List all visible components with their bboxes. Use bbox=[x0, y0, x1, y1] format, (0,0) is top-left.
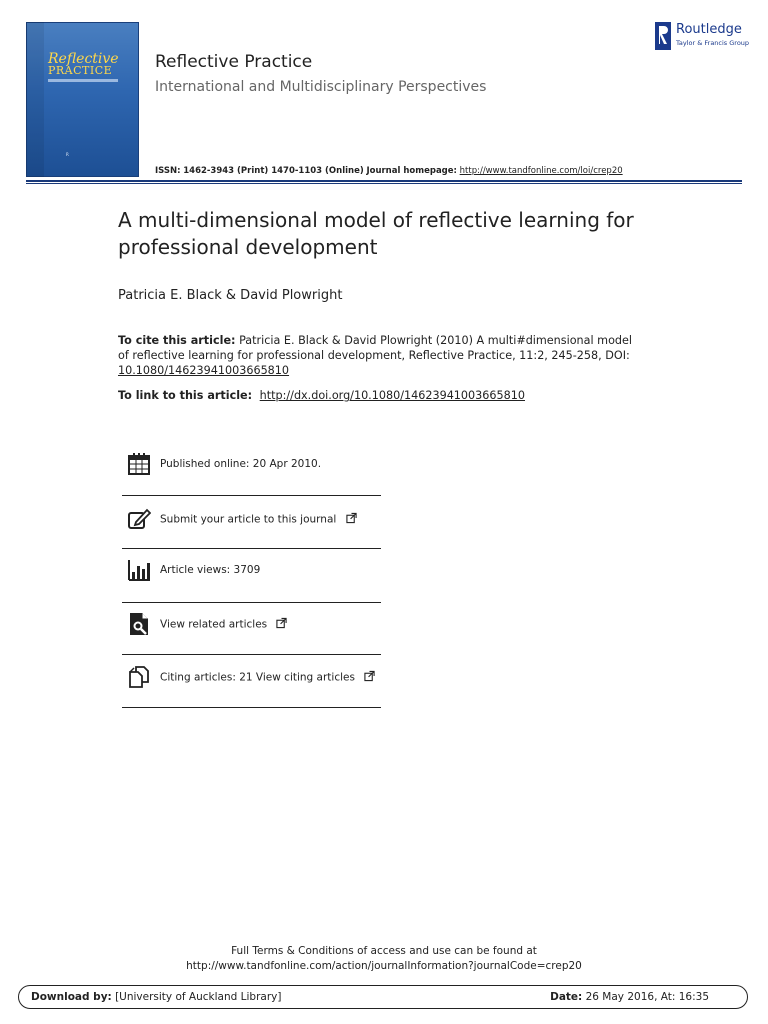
citing-articles-text: Citing articles: 21 View citing articles bbox=[160, 671, 355, 684]
submit-article-text: Submit your article to this journal bbox=[160, 513, 337, 526]
external-link-icon bbox=[276, 618, 287, 629]
terms-note bbox=[0, 944, 768, 974]
link-label: To link to this article: bbox=[118, 389, 253, 402]
terms-url-link[interactable]: http://www.tandfonline.com/action/journalInformation?journalCode=crep20 bbox=[186, 960, 582, 972]
submit-article-link[interactable] bbox=[160, 513, 357, 526]
cover-title-line2: PRACTICE bbox=[48, 64, 113, 77]
external-link-icon bbox=[346, 513, 357, 524]
article-views-text: Article views: 3709 bbox=[160, 564, 261, 576]
article-link-line bbox=[118, 389, 525, 402]
routledge-logo-icon bbox=[655, 22, 671, 50]
cover-spine bbox=[26, 22, 44, 177]
download-by bbox=[31, 991, 281, 1003]
submit-article-row[interactable] bbox=[122, 493, 381, 545]
header-divider-thin bbox=[26, 183, 742, 184]
article-views-row bbox=[122, 544, 381, 596]
journal-cover-image bbox=[26, 22, 139, 177]
publisher-name: Routledge bbox=[676, 22, 742, 37]
related-articles-link[interactable] bbox=[160, 618, 287, 631]
issn-line bbox=[155, 166, 623, 176]
download-info-bar bbox=[18, 985, 748, 1009]
edit-icon bbox=[127, 507, 151, 531]
download-by-value: [University of Auckland Library] bbox=[115, 991, 282, 1003]
related-articles-text: View related articles bbox=[160, 618, 268, 631]
article-doi-link[interactable]: http://dx.doi.org/10.1080/14623941003665810 bbox=[259, 389, 525, 402]
publisher-group: Taylor & Francis Group bbox=[676, 39, 750, 47]
citing-articles-row[interactable] bbox=[122, 651, 381, 703]
related-search-icon bbox=[127, 612, 151, 636]
citation-text: Patricia E. Black & David Plowright (2010) A multi#dimensional model of reflective learning for professional development, Reflective Practice, 11:2, 245-258, DOI: bbox=[118, 334, 633, 362]
article-title: A multi-dimensional model of reflective learning for professional development bbox=[118, 208, 634, 259]
publisher-logo bbox=[655, 22, 750, 50]
calendar-icon bbox=[127, 452, 151, 476]
cover-title-line1: Reflective bbox=[48, 51, 119, 67]
homepage-label: Journal homepage: bbox=[366, 166, 457, 176]
citation-doi-link[interactable]: 10.1080/14623941003665810 bbox=[118, 364, 290, 377]
issn-value: 1462-3943 (Print) 1470-1103 (Online) bbox=[183, 166, 364, 176]
bar-chart-icon bbox=[127, 558, 151, 582]
terms-note-line1: Full Terms & Conditions of access and use can be found at bbox=[231, 945, 537, 957]
citation-block bbox=[118, 333, 638, 378]
journal-subtitle: International and Multidisciplinary Perspectives bbox=[155, 79, 487, 95]
published-online-text: Published online: 20 Apr 2010. bbox=[160, 458, 322, 470]
download-date-label: Date: bbox=[550, 991, 583, 1003]
download-by-label: Download by: bbox=[31, 991, 112, 1003]
journal-homepage-link[interactable]: http://www.tandfonline.com/loi/crep20 bbox=[459, 166, 623, 176]
cover-subtitle-bar bbox=[48, 79, 118, 82]
row-divider bbox=[122, 707, 381, 708]
published-online-row bbox=[122, 438, 381, 490]
download-date-value: 26 May 2016, At: 16:35 bbox=[585, 991, 709, 1003]
header-divider bbox=[26, 180, 742, 182]
citation-label: To cite this article: bbox=[118, 334, 236, 347]
cover-publisher-mark: R bbox=[66, 152, 69, 157]
external-link-icon bbox=[364, 671, 375, 682]
issn-label: ISSN: bbox=[155, 166, 181, 176]
article-authors: Patricia E. Black & David Plowright bbox=[118, 288, 343, 303]
journal-title: Reflective Practice bbox=[155, 52, 313, 72]
citing-articles-link[interactable] bbox=[160, 671, 375, 684]
citing-icon bbox=[127, 665, 151, 689]
download-date bbox=[550, 991, 709, 1003]
related-articles-row[interactable] bbox=[122, 598, 381, 650]
